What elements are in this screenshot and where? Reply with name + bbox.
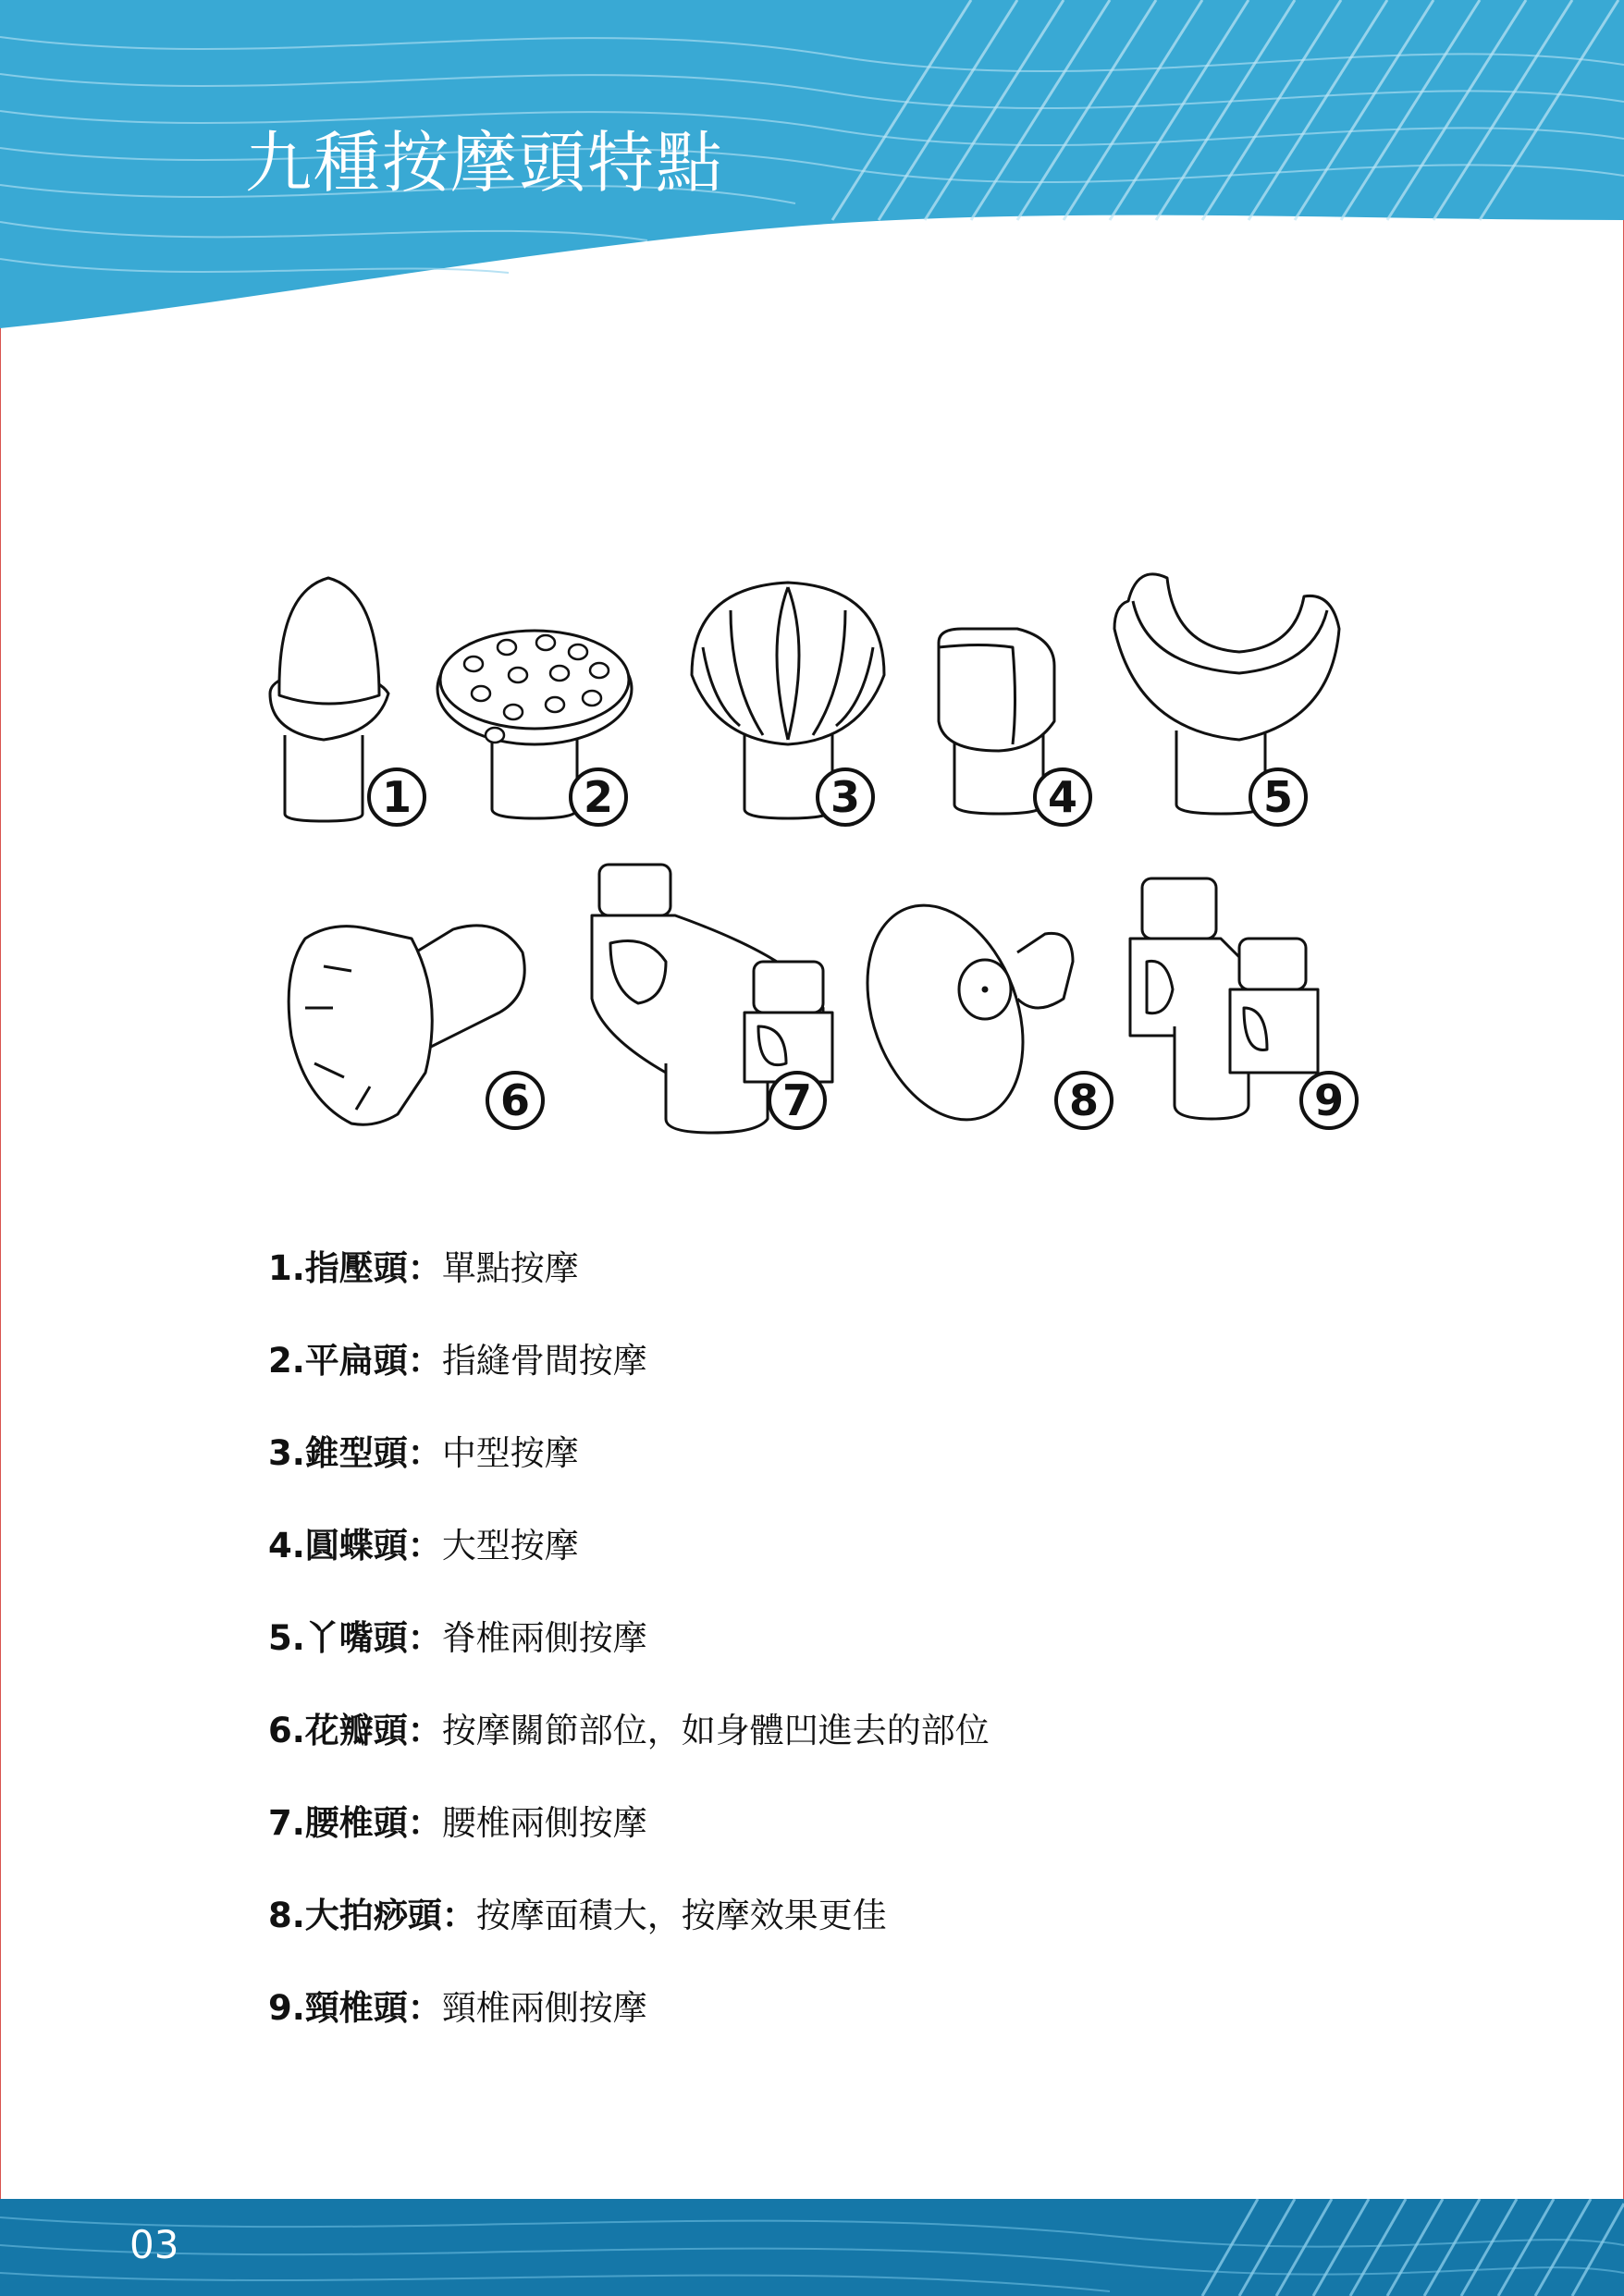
spec-label: 5.丫嘴頭：: [268, 1618, 442, 1658]
footer-wave-background: [0, 2199, 1624, 2296]
head-number-9: 9: [1299, 1071, 1359, 1130]
spec-description: 大型按摩: [441, 1526, 579, 1565]
spec-description: 中型按摩: [441, 1433, 579, 1473]
spec-description: 腰椎兩側按摩: [441, 1803, 647, 1843]
spec-label: 1.指壓頭：: [268, 1248, 442, 1288]
spec-description: 按摩面積大，按摩效果更佳: [475, 1896, 887, 1935]
spec-description: 單點按摩: [441, 1248, 579, 1288]
head-number-8: 8: [1054, 1071, 1113, 1130]
spec-label: 8.大拍痧頭：: [268, 1896, 476, 1935]
spec-label: 4.圓蝶頭：: [268, 1526, 442, 1565]
spec-label: 9.頸椎頭：: [268, 1988, 442, 2028]
footer-banner: [0, 2199, 1624, 2296]
spec-label: 2.平扁頭：: [268, 1341, 442, 1381]
page-number: 03: [129, 2222, 179, 2267]
cervical-spine-head-icon: [1130, 878, 1318, 1119]
spec-item: [268, 1958, 990, 2051]
head-number-6: 6: [486, 1071, 545, 1130]
u-shaped-head-icon: [1114, 574, 1339, 814]
head-number-3: 3: [816, 767, 875, 827]
spec-item: [268, 1496, 990, 1589]
spec-item: [268, 1311, 990, 1404]
spec-item: [268, 1774, 990, 1866]
head-number-7: 7: [768, 1071, 827, 1130]
large-disc-head-icon: [840, 884, 1073, 1142]
spec-item: [268, 1219, 990, 1311]
spec-description: 按摩關節部位，如身體凹進去的部位: [441, 1711, 990, 1750]
spec-item: [268, 1404, 990, 1496]
spec-item: [268, 1589, 990, 1681]
spec-description: 脊椎兩側按摩: [441, 1618, 647, 1658]
spec-item: [268, 1681, 990, 1774]
page-title: 九種按摩頭特點: [245, 124, 725, 202]
head-number-1: 1: [367, 767, 426, 827]
spec-description: 頸椎兩側按摩: [441, 1988, 647, 2028]
spec-description: 指縫骨間按摩: [441, 1341, 647, 1381]
head-number-4: 4: [1033, 767, 1092, 827]
head-number-5: 5: [1249, 767, 1308, 827]
spec-label: 6.花瓣頭：: [268, 1711, 442, 1750]
massage-head-spec-list: [268, 1219, 990, 2051]
spec-label: 7.腰椎頭：: [268, 1803, 442, 1843]
spec-item: [268, 1866, 990, 1958]
head-number-2: 2: [569, 767, 628, 827]
spec-label: 3.錐型頭：: [268, 1433, 442, 1473]
